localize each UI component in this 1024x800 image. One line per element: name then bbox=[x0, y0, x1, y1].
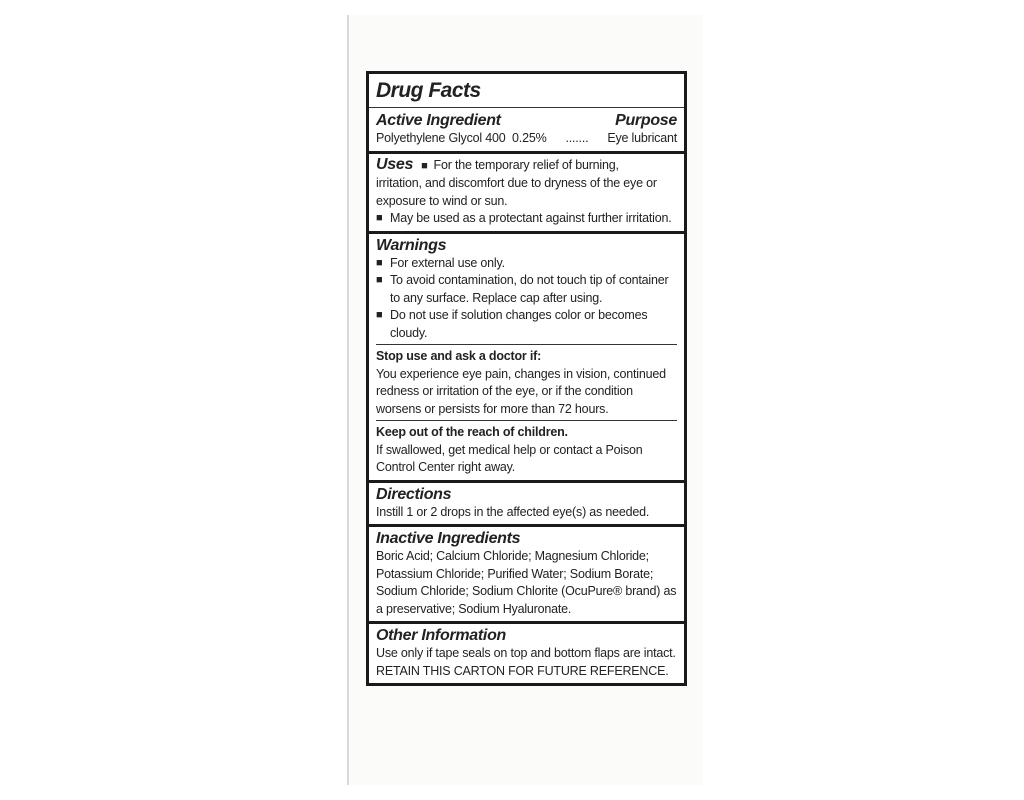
inactive-section bbox=[369, 524, 684, 621]
active-ingredient-block bbox=[369, 108, 684, 151]
bullet-icon: ■ bbox=[376, 309, 383, 321]
stop-use-block bbox=[376, 344, 677, 418]
warning-item bbox=[376, 307, 677, 342]
active-ingredient-row bbox=[376, 130, 677, 148]
uses-item-1-line-2: irritation, and discomfort due to dryness of the eye or bbox=[376, 176, 657, 190]
directions-text: Instill 1 or 2 drops in the affected eye(s) as needed. bbox=[376, 504, 650, 519]
uses-item-1-line-1: For the temporary relief of burning, bbox=[433, 157, 619, 172]
inactive-text: Boric Acid; Calcium Chloride; Magnesium Chloride; Potassium Chloride; Purified Water; Sodium Borate; Sodium Chloride; Sodium Chlorite (OcuPure® brand) as a preservative; Sodium Hyaluronate. bbox=[376, 549, 677, 616]
stop-use-heading: Stop use and ask a doctor if: bbox=[376, 349, 542, 363]
bullet-icon: ■ bbox=[421, 159, 428, 172]
warning-item-text: Do not use if solution changes color or becomes cloudy. bbox=[390, 308, 648, 340]
active-heading-row bbox=[376, 111, 677, 130]
purpose-heading: Purpose bbox=[615, 112, 677, 129]
bullet-icon: ■ bbox=[376, 256, 383, 269]
active-ingredient-heading: Active Ingredient bbox=[376, 112, 501, 129]
warnings-section bbox=[369, 231, 684, 480]
keep-out-text: If swallowed, get medical help or contact a Poison Control Center right away. bbox=[376, 442, 643, 474]
warning-item-text: To avoid contamination, do not touch tip of container to any surface. Replace cap after using. bbox=[390, 273, 669, 305]
directions-heading: Directions bbox=[376, 485, 452, 503]
leader-dots: ....... bbox=[565, 131, 589, 145]
other-line-1: Use only if tape seals on top and bottom flaps are intact. bbox=[376, 646, 676, 660]
bullet-icon: ■ bbox=[376, 274, 383, 286]
uses-heading: Uses bbox=[376, 155, 414, 173]
warning-item bbox=[376, 272, 677, 307]
keep-out-block bbox=[376, 420, 677, 477]
warning-item-text: For external use only. bbox=[390, 255, 505, 270]
uses-item-1 bbox=[376, 156, 677, 211]
panel-title: Drug Facts bbox=[369, 74, 684, 108]
directions-section bbox=[369, 480, 684, 525]
carton-edge bbox=[347, 15, 349, 785]
warnings-heading: Warnings bbox=[376, 236, 447, 254]
other-section bbox=[369, 621, 684, 683]
uses-item-2-text: May be used as a protectant against further irritation. bbox=[390, 211, 672, 225]
bullet-icon: ■ bbox=[376, 212, 383, 224]
uses-item-2 bbox=[376, 210, 677, 228]
title-section bbox=[369, 74, 684, 151]
inactive-heading: Inactive Ingredients bbox=[376, 530, 521, 547]
other-line-2: RETAIN THIS CARTON FOR FUTURE REFERENCE. bbox=[376, 663, 669, 678]
active-purpose: Eye lubricant bbox=[607, 131, 677, 145]
active-ingredient-name: Polyethylene Glycol 400 0.25% bbox=[376, 131, 547, 145]
uses-item-1-line-3: exposure to wind or sun. bbox=[376, 193, 508, 208]
uses-section bbox=[369, 151, 684, 231]
drug-facts-panel bbox=[366, 71, 687, 686]
other-heading: Other Information bbox=[376, 627, 507, 644]
keep-out-heading: Keep out of the reach of children. bbox=[376, 425, 568, 439]
warning-item bbox=[376, 255, 677, 273]
stop-use-text: You experience eye pain, changes in vision, continued redness or irritation of the eye, or if the condition worsens or persists for more than 72 hours. bbox=[376, 366, 666, 416]
